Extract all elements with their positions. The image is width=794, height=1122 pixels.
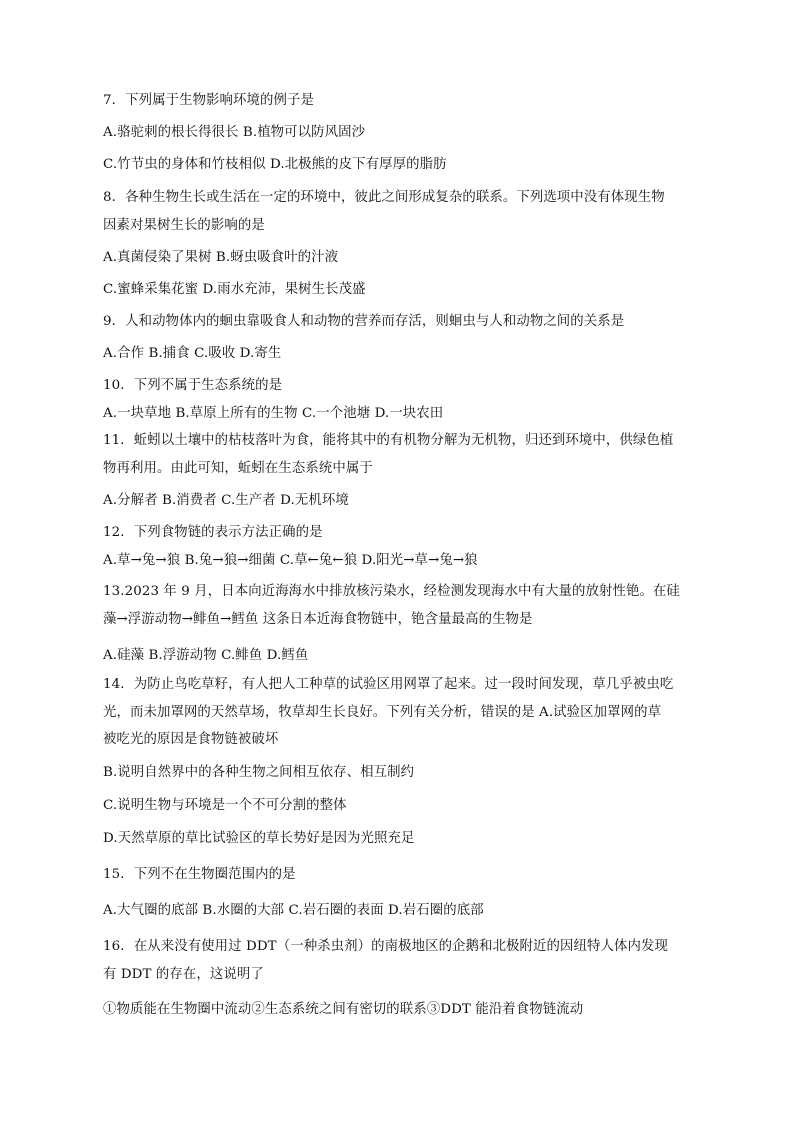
- q16-stem-line-1: 16．在从来没有使用过 DDT（一种杀虫剂）的南极地区的企鹅和北极附近的因纽特人体内发现: [103, 939, 668, 954]
- q14-option-c: C.说明生物与环境是一个不可分割的整体: [103, 798, 347, 813]
- q9-options: A.合作 B.捕食 C.吸收 D.寄生: [103, 346, 282, 361]
- q12-stem: 12．下列食物链的表示方法正确的是: [103, 525, 323, 540]
- q10-options: A.一块草地 B.草原上所有的生物 C.一个池塘 D.一块农田: [103, 406, 444, 421]
- q9-stem: 9．人和动物体内的蛔虫靠吸食人和动物的营养而存活，则蛔虫与人和动物之间的关系是: [103, 314, 625, 329]
- q8-options-line-1: A.真菌侵染了果树 B.蚜虫吸食叶的汁液: [103, 250, 339, 265]
- q16-statements: ①物质能在生物圈中流动②生态系统之间有密切的联系③DDT 能沿着食物链流动: [103, 1002, 584, 1017]
- q11-options: A.分解者 B.消费者 C.生产者 D.无机环境: [103, 493, 349, 508]
- q7-stem: 7．下列属于生物影响环境的例子是: [103, 93, 314, 108]
- q7-options-line-2: C.竹节虫的身体和竹枝相似 D.北极熊的皮下有厚厚的脂肪: [103, 157, 447, 172]
- q8-stem-line-2: 因素对果树生长的影响的是: [103, 218, 265, 233]
- q14-stem-line-1: 14．为防止鸟吃草籽，有人把人工种草的试验区用网罩了起来。过一段时间发现，草几乎被虫吃: [103, 677, 674, 692]
- q14-stem-line-2: 光，而未加罩网的天然草场，牧草却生长良好。下列有关分析，错误的是 A.试验区加罩网的草: [103, 705, 662, 720]
- q15-options: A.大气圈的底部 B.水圈的大部 C.岩石圈的表面 D.岩石圈的底部: [103, 903, 484, 918]
- q13-options: A.硅藻 B.浮游动物 C.鲱鱼 D.鳕鱼: [103, 648, 309, 663]
- q13-stem-line-2: 藻→浮游动物→鲱鱼→鳕鱼 这条日本近海食物链中，铯含量最高的生物是: [103, 612, 533, 627]
- q11-stem-line-1: 11．蚯蚓以土壤中的枯枝落叶为食，能将其中的有机物分解为无机物，归还到环境中，供绿色植: [103, 433, 674, 448]
- q10-stem: 10．下列不属于生态系统的是: [103, 378, 283, 393]
- q16-stem-line-2: 有 DDT 的存在，这说明了: [103, 967, 264, 982]
- q8-stem-line-1: 8．各种生物生长或生活在一定的环境中，彼此之间形成复杂的联系。下列选项中没有体现生物: [103, 190, 665, 205]
- q13-stem-line-1: 13.2023 年 9 月，日本向近海海水中排放核污染水，经检测发现海水中有大量的放射性铯。在硅: [103, 584, 680, 599]
- q8-options-line-2: C.蜜蜂采集花蜜 D.雨水充沛，果树生长茂盛: [103, 282, 366, 297]
- q7-options-line-1: A.骆驼刺的根长得很长 B.植物可以防风固沙: [103, 125, 366, 140]
- q14-option-d: D.天然草原的草比试验区的草长势好是因为光照充足: [103, 831, 415, 846]
- q14-option-b: B.说明自然界中的各种生物之间相互依存、相互制约: [103, 765, 415, 780]
- q14-stem-line-3: 被吃光的原因是食物链被破坏: [103, 732, 279, 747]
- q12-options: A.草→兔→狼 B.兔→狼→细菌 C.草←兔←狼 D.阳光→草→兔→狼: [103, 553, 478, 568]
- q11-stem-line-2: 物再利用。由此可知，蚯蚓在生态系统中属于: [103, 461, 373, 476]
- q15-stem: 15．下列不在生物圈范围内的是: [103, 867, 296, 882]
